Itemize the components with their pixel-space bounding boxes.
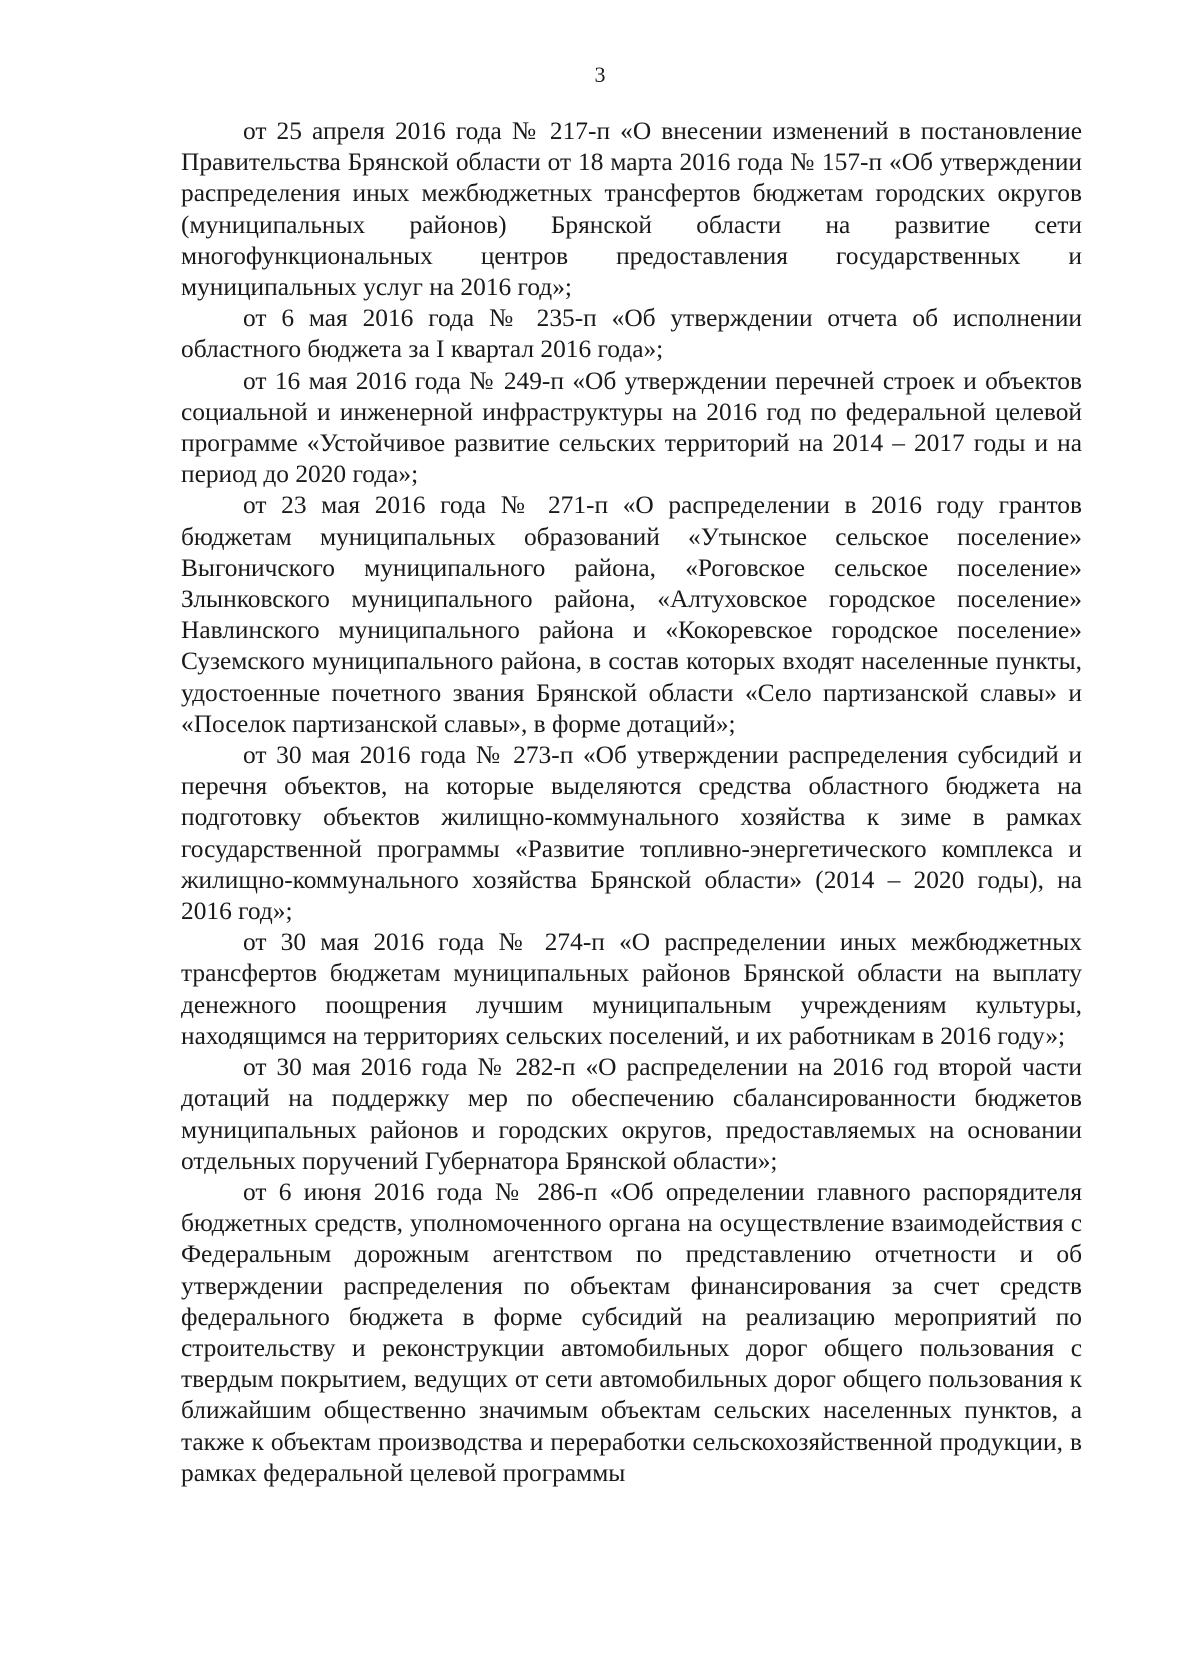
paragraph-resolution-273: от 30 мая 2016 года № 273-п «Об утверждении распределения субсидий и перечня объектов, на которые выделяются средства областного бюджета на подготовку объектов жилищно-коммунального хозяйства к зиме в рамках государственной программы «Развитие топливно-энергетического комплекса и жилищно-коммунального хозяйства Брянской области» (2014 – 2020 годы), на 2016 год»;: [181, 741, 1082, 926]
page-number: 3: [594, 62, 606, 87]
paragraph-resolution-249: от 16 мая 2016 года № 249-п «Об утверждении перечней строек и объектов социальной и инженерной инфраструктуры на 2016 год по федеральной целевой программе «Устойчивое развитие сельских территорий на 2014 – 2017 годы и на период до 2020 года»;: [181, 366, 1082, 489]
paragraph-resolution-235: от 6 мая 2016 года № 235-п «Об утверждении отчета об исполнении областного бюджета за I квартал 2016 года»;: [181, 304, 1082, 364]
paragraph-resolution-271: от 23 мая 2016 года № 271-п «О распределении в 2016 году грантов бюджетам муниципальных образований «Утынское сельское поселение» Выгоничского муниципального района, «Роговское сельское поселение» Злынковского муниципального района, «Алтуховское городское поселение» Навлинского муниципального района и «Кокоревское городское поселение» Суземского муниципального района, в состав которых входят населенные пункты, удостоенные почетного звания Брянской области «Село партизанской славы» и «Поселок партизанской славы», в форме дотаций»;: [181, 491, 1082, 738]
paragraph-resolution-274: от 30 мая 2016 года № 274-п «О распределении иных межбюджетных трансфертов бюджетам муниципальных районов Брянской области на выплату денежного поощрения лучшим муниципальным учреждениям культуры, находящимся на территориях сельских поселений, и их работникам в 2016 году»;: [181, 928, 1082, 1050]
paragraph-resolution-282: от 30 мая 2016 года № 282-п «О распределении на 2016 год второй части дотаций на поддержку мер по обеспечению сбалансированности бюджетов муниципальных районов и городских округов, предоставляемых на основании отдельных поручений Губернатора Брянской области»;: [181, 1053, 1082, 1175]
document-body: [181, 116, 1082, 1489]
paragraph-resolution-217: от 25 апреля 2016 года № 217-п «О внесении изменений в постановление Правительства Брянской области от 18 марта 2016 года № 157-п «Об утверждении распределения иных межбюджетных трансфертов бюджетам городских округов (муниципальных районов) Брянской области на развитие сети многофункциональных центров предоставления государственных и муниципальных услуг на 2016 год»;: [181, 117, 1082, 302]
paragraph-resolution-286: от 6 июня 2016 года № 286-п «Об определении главного распорядителя бюджетных средств, уполномоченного органа на осуществление взаимодействия с Федеральным дорожным агентством по представлению отчетности и об утверждении распределения по объектам финансирования за счет средств федерального бюджета в форме субсидий на реализацию мероприятий по строительству и реконструкции автомобильных дорог общего пользования с твердым покрытием, ведущих от сети автомобильных дорог общего пользования к ближайшим общественно значимым объектам сельских населенных пунктов, а также к объектам производства и переработки сельскохозяйственной продукции, в рамках федеральной целевой программы: [181, 1177, 1082, 1487]
